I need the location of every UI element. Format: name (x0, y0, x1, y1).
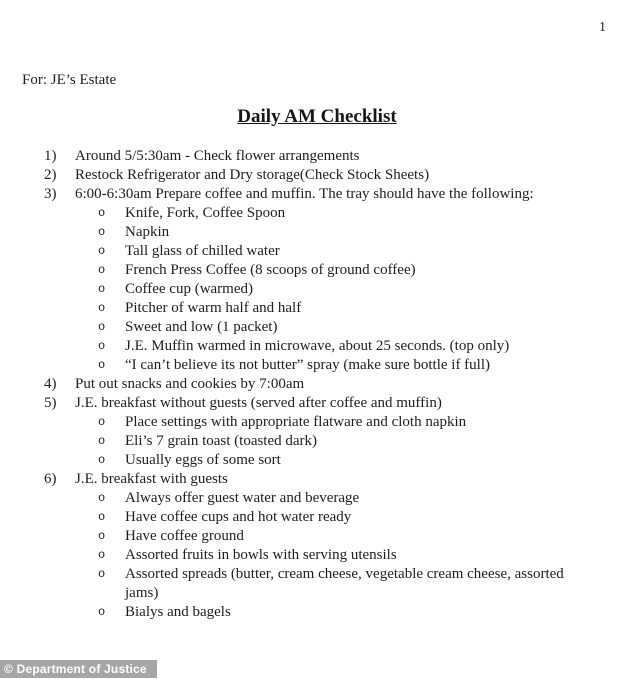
checklist-subitem (44, 204, 592, 223)
item-text: Around 5/5:30am - Check flower arrangements (75, 148, 360, 164)
checklist-subitem (44, 603, 592, 622)
checklist-subitem (44, 451, 592, 470)
subitem-text: Knife, Fork, Coffee Spoon (125, 205, 286, 221)
subitem-text: Tall glass of chilled water (125, 243, 280, 259)
circle-bullet: o (98, 453, 106, 467)
item-text: Put out snacks and cookies by 7:00am (75, 376, 305, 392)
circle-bullet: o (98, 491, 106, 505)
subitem-text: Bialys and bagels (125, 604, 231, 620)
circle-bullet: o (98, 548, 106, 562)
circle-bullet: o (98, 529, 106, 543)
checklist-subitem (44, 489, 592, 508)
checklist-subitem (44, 432, 592, 451)
subitem-text: Always offer guest water and beverage (125, 490, 360, 506)
checklist-subitem (44, 318, 592, 337)
checklist-subitem (44, 299, 592, 318)
item-number: 2) (44, 167, 57, 183)
subitem-text: Assorted spreads (butter, cream cheese, vegetable cream cheese, assorted jams) (125, 566, 564, 601)
item-number: 5) (44, 395, 57, 411)
checklist-subitem (44, 565, 592, 603)
circle-bullet: o (98, 225, 106, 239)
checklist-subitem (44, 280, 592, 299)
subitem-text: Coffee cup (warmed) (125, 281, 253, 297)
item-number: 6) (44, 471, 57, 487)
checklist (44, 147, 592, 622)
checklist-subitem (44, 508, 592, 527)
circle-bullet: o (98, 567, 106, 581)
circle-bullet: o (98, 244, 106, 258)
circle-bullet: o (98, 605, 106, 619)
circle-bullet: o (98, 358, 106, 372)
subitem-text: Have coffee ground (125, 528, 244, 544)
item-number: 3) (44, 186, 57, 202)
checklist-subitem (44, 223, 592, 242)
checklist-item-2 (44, 166, 592, 185)
subitem-text: Have coffee cups and hot water ready (125, 509, 352, 525)
subitem-text: Place settings with appropriate flatware and cloth napkin (125, 414, 467, 430)
checklist-subitem (44, 527, 592, 546)
subitem-text: Usually eggs of some sort (125, 452, 281, 468)
circle-bullet: o (98, 206, 106, 220)
circle-bullet: o (98, 339, 106, 353)
subitem-text: J.E. Muffin warmed in microwave, about 25 seconds. (top only) (125, 338, 510, 354)
item-text: J.E. breakfast without guests (served after coffee and muffin) (75, 395, 442, 411)
checklist-subitem (44, 546, 592, 565)
circle-bullet: o (98, 510, 106, 524)
checklist-subitem (44, 242, 592, 261)
circle-bullet: o (98, 263, 106, 277)
checklist-subitem (44, 337, 592, 356)
item-text: J.E. breakfast with guests (75, 471, 228, 487)
circle-bullet: o (98, 434, 106, 448)
checklist-item-3 (44, 185, 592, 204)
item-text: 6:00-6:30am Prepare coffee and muffin. The tray should have the following: (75, 186, 534, 202)
subitem-text: “I can’t believe its not butter” spray (make sure bottle if full) (125, 357, 491, 373)
subitem-text: Eli’s 7 grain toast (toasted dark) (125, 433, 318, 449)
subitem-text: Pitcher of warm half and half (125, 300, 302, 316)
item-text: Restock Refrigerator and Dry storage(Check Stock Sheets) (75, 167, 430, 183)
recipient-line: For: JE’s Estate (22, 72, 117, 88)
circle-bullet: o (98, 415, 106, 429)
checklist-subitem (44, 261, 592, 280)
circle-bullet: o (98, 282, 106, 296)
document-title: Daily AM Checklist (237, 106, 397, 127)
checklist-item-6 (44, 470, 592, 489)
checklist-item-4 (44, 375, 592, 394)
item-number: 1) (44, 148, 57, 164)
circle-bullet: o (98, 301, 106, 315)
page-number: 1 (599, 20, 606, 35)
subitem-text: Napkin (125, 224, 170, 240)
subitem-text: Sweet and low (1 packet) (125, 319, 278, 335)
subitem-text: French Press Coffee (8 scoops of ground coffee) (125, 262, 416, 278)
subitem-text: Assorted fruits in bowls with serving utensils (125, 547, 397, 563)
checklist-item-5 (44, 394, 592, 413)
item-number: 4) (44, 376, 57, 392)
doj-watermark-badge: © Department of Justice (0, 660, 157, 678)
checklist-subitem (44, 356, 592, 375)
circle-bullet: o (98, 320, 106, 334)
checklist-subitem (44, 413, 592, 432)
checklist-item-1 (44, 147, 592, 166)
